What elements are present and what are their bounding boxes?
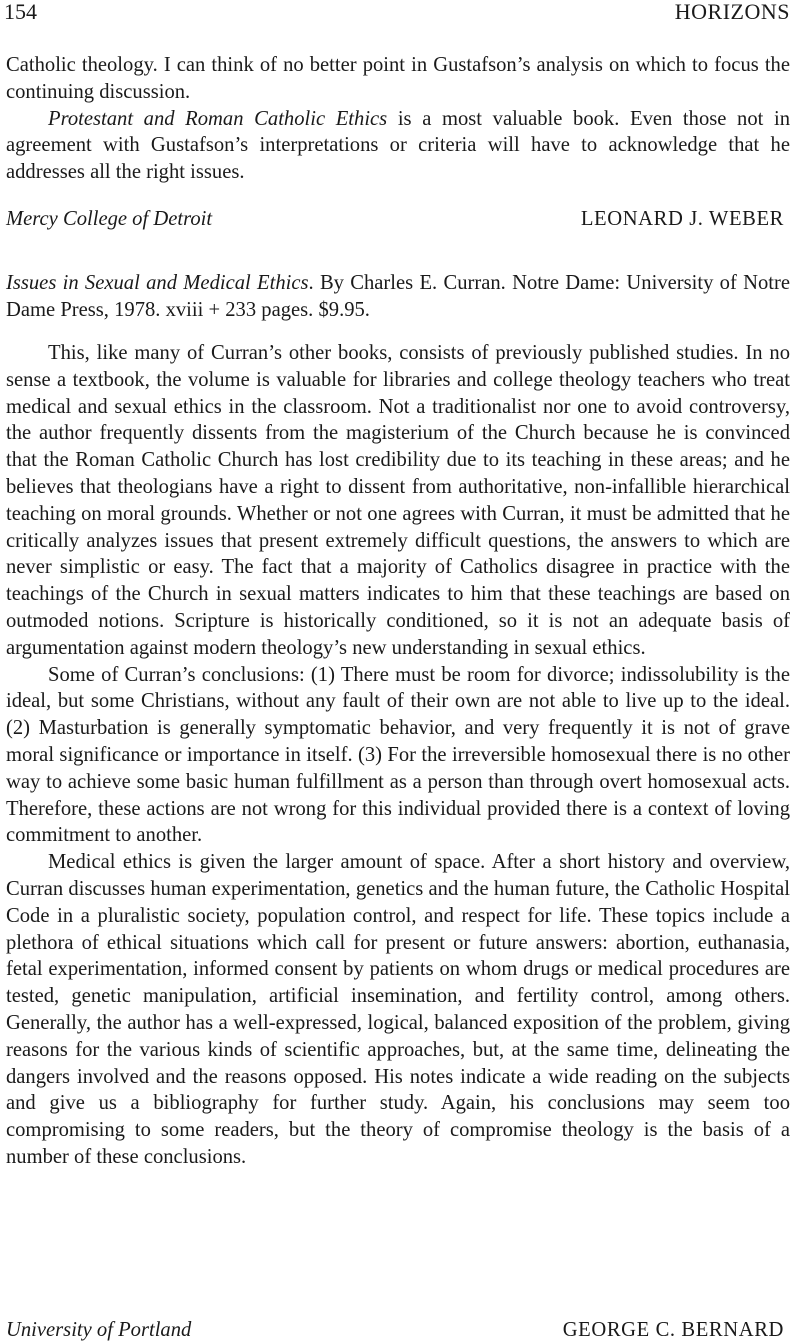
- reviewer-institution: University of Portland: [6, 1319, 192, 1341]
- running-head: [4, 0, 790, 28]
- citation-details: . By Charles E. Curran. Notre Dame: University of Notre Dame Press, 1978. xviii + 233 pages. $9.95.: [6, 272, 790, 321]
- review-paragraph: This, like many of Curran’s other books, consists of previously published studies. In no sense a textbook, the volume is valuable for libraries and college theology teachers who treat medical and sexual ethics in the classroom. Not a traditionalist nor one to avoid controversy, the author frequently dissents from the magisterium of the Church because he is convinced that the Roman Catholic Church has lost credibility due to its teaching in these areas; and he believes that theologians have a right to dissent from authoritative, non-infallible hierarchical teaching on moral grounds. Whether or not one agrees with Curran, it must be admitted that he critically analyzes issues that present extremely difficult questions, the answers to which are never simplistic or easy. The fact that a majority of Catholics disagree in practice with the teachings of the Church in sexual matters indicates to him that these teachings are based on outmoded notions. Scripture is historically conditioned, so it is not an adequate basis of argumentation against modern theology’s new understanding in sexual ethics.: [6, 342, 790, 659]
- book-citation: [6, 270, 790, 324]
- closing-paragraph-text: is a most valuable book. Even those not in agreement with Gustafson’s interpretations or criteria will have to acknowledge that he addresses all the right issues.: [6, 107, 790, 184]
- continuation-paragraph: Catholic theology. I can think of no better point in Gustafson’s analysis on which to focus the continuing discussion.: [6, 54, 790, 103]
- previous-review-signature: [6, 205, 784, 233]
- closing-paragraph: [6, 106, 790, 186]
- closing-book-title: Protestant and Roman Catholic Ethics: [48, 107, 388, 130]
- review-body: [6, 340, 790, 1171]
- page-number: 154: [4, 0, 37, 24]
- reviewer-name: LEONARD J. WEBER: [580, 208, 784, 230]
- previous-review-text: [6, 52, 790, 186]
- review-signature: [6, 1316, 784, 1344]
- review-paragraph: Some of Curran’s conclusions: (1) There must be room for divorce; indissolubility is the ideal, but some Christians, without any fault of their own are not able to live up to the ideal. (2) Masturbation is generally symptomatic behavior, and very frequently it is not of grave moral significance or importance in itself. (3) For the irreversible homosexual there is no other way to achieve some basic human fulfillment as a person than through overt homosexual acts. Therefore, these actions are not wrong for this individual provided there is a context of loving commitment to another.: [6, 663, 790, 847]
- review-paragraph: Medical ethics is given the larger amount of space. After a short history and overview, Curran discusses human experimentation, genetics and the human future, the Catholic Hospital Code in a pluralistic society, population control, and respect for life. These topics include a plethora of ethical situations which call for present or future answers: abortion, euthanasia, fetal experimentation, informed consent by patients on whom drugs or medical procedures are tested, genetic manipulation, artificial insemination, and fertility control, among others. Generally, the author has a well-expressed, logical, balanced exposition of the problem, giving reasons for the various kinds of scientific approaches, but, at the same time, delineating the dangers involved and the reasons opposed. His notes indicate a wide reading on the subjects and give us a bibliography for further study. Again, his conclusions may seem too compromising to some readers, but the theory of compromise theology is the basis of a number of these conclusions.: [6, 851, 790, 1168]
- reviewer-institution: Mercy College of Detroit: [6, 208, 213, 230]
- reviewer-name: GEORGE C. BERNARD: [562, 1319, 784, 1341]
- book-title: Issues in Sexual and Medical Ethics: [6, 272, 309, 294]
- journal-title: HORIZONS: [674, 0, 790, 24]
